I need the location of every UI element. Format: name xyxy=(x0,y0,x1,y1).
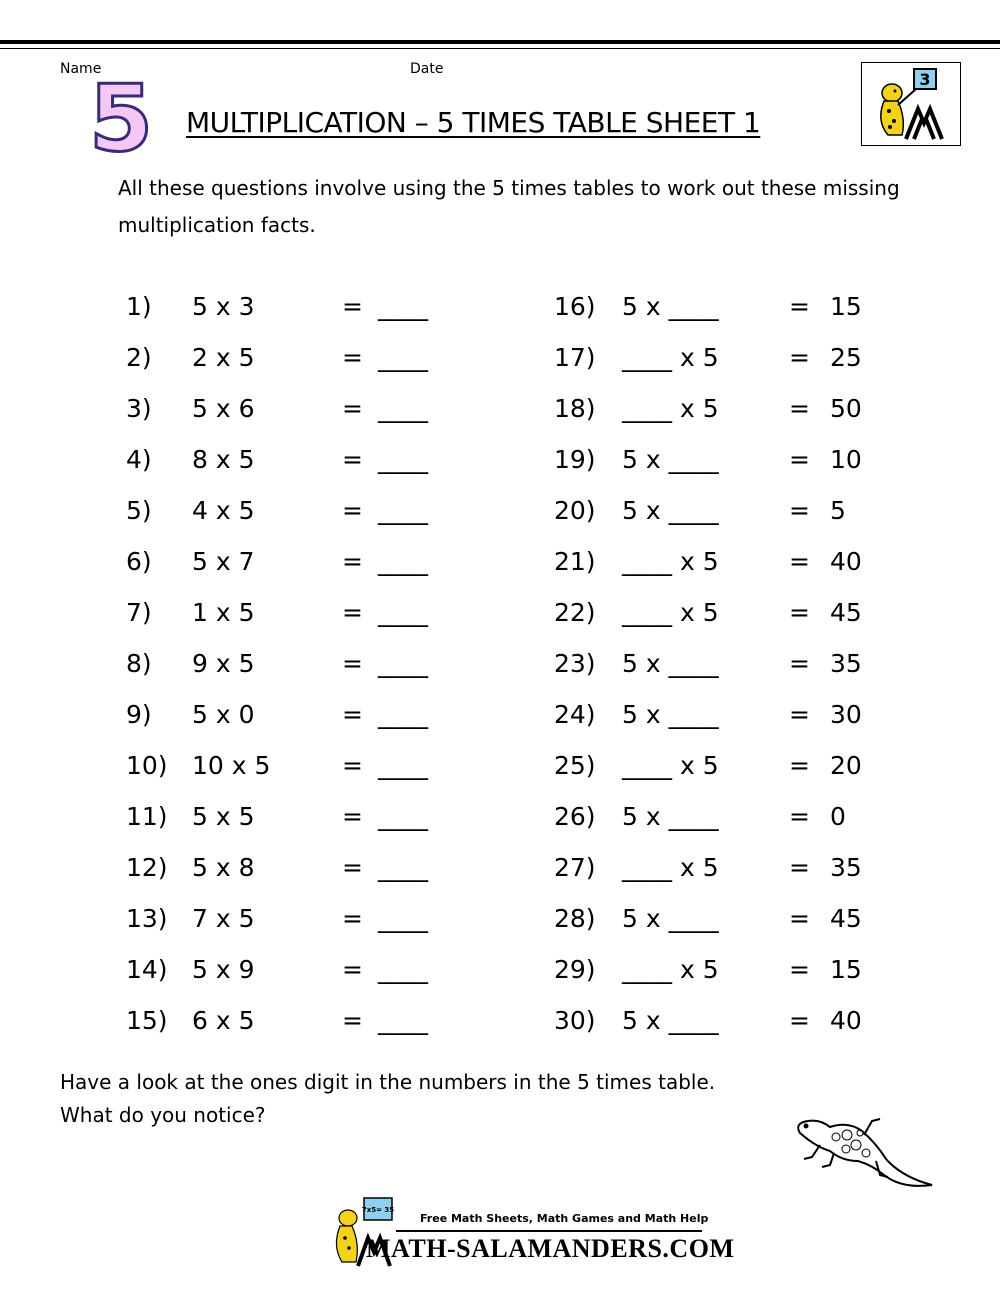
equals-sign: = xyxy=(342,955,363,984)
question-expression: 5 x 3 xyxy=(192,292,255,321)
question-number: 11) xyxy=(126,802,168,831)
question-answer: 50 xyxy=(830,394,862,423)
equals-sign: = xyxy=(789,853,810,882)
question-number: 19) xyxy=(554,445,596,474)
question-expression[interactable]: ____ x 5 xyxy=(622,547,719,576)
question-answer[interactable]: ____ xyxy=(378,598,428,627)
question-answer: 35 xyxy=(830,853,862,882)
footer-question xyxy=(60,1066,820,1132)
question-answer[interactable]: ____ xyxy=(378,649,428,678)
equals-sign: = xyxy=(789,751,810,780)
question-answer[interactable]: ____ xyxy=(378,955,428,984)
equals-sign: = xyxy=(342,700,363,729)
question-number: 30) xyxy=(554,1006,596,1035)
date-label: Date xyxy=(410,61,444,77)
question-expression[interactable]: 5 x ____ xyxy=(622,802,719,831)
question-answer[interactable]: ____ xyxy=(378,394,428,423)
question-expression[interactable]: ____ x 5 xyxy=(622,343,719,372)
banner-tagline: Free Math Sheets, Math Games and Math Help xyxy=(420,1212,709,1225)
equals-sign: = xyxy=(342,496,363,525)
question-number: 8) xyxy=(126,649,152,678)
question-expression[interactable]: 5 x ____ xyxy=(622,700,719,729)
question-expression[interactable]: 5 x ____ xyxy=(622,292,719,321)
equals-sign: = xyxy=(789,445,810,474)
question-row xyxy=(0,695,1000,735)
question-expression: 5 x 9 xyxy=(192,955,255,984)
question-row xyxy=(0,950,1000,990)
equals-sign: = xyxy=(342,394,363,423)
question-number: 17) xyxy=(554,343,596,372)
question-answer[interactable]: ____ xyxy=(378,802,428,831)
question-expression: 10 x 5 xyxy=(192,751,271,780)
question-number: 3) xyxy=(126,394,152,423)
equals-sign: = xyxy=(789,547,810,576)
question-number: 21) xyxy=(554,547,596,576)
question-answer[interactable]: ____ xyxy=(378,496,428,525)
question-number: 10) xyxy=(126,751,168,780)
question-row xyxy=(0,287,1000,327)
equals-sign: = xyxy=(789,955,810,984)
question-number: 14) xyxy=(126,955,168,984)
equals-sign: = xyxy=(342,547,363,576)
equals-sign: = xyxy=(789,802,810,831)
banner-badge-text: 7x5= 35 xyxy=(361,1206,395,1214)
equals-sign: = xyxy=(342,853,363,882)
question-expression: 8 x 5 xyxy=(192,445,255,474)
question-answer: 15 xyxy=(830,955,862,984)
question-answer[interactable]: ____ xyxy=(378,751,428,780)
question-number: 5) xyxy=(126,496,152,525)
question-expression: 1 x 5 xyxy=(192,598,255,627)
question-answer[interactable]: ____ xyxy=(378,853,428,882)
footer-question-line2: What do you notice? xyxy=(60,1103,266,1127)
question-answer: 0 xyxy=(830,802,846,831)
banner-divider xyxy=(396,1230,702,1232)
question-number: 16) xyxy=(554,292,596,321)
question-number: 25) xyxy=(554,751,596,780)
header-logo xyxy=(861,62,961,146)
footer-banner xyxy=(326,1196,735,1270)
question-expression[interactable]: 5 x ____ xyxy=(622,904,719,933)
question-number: 27) xyxy=(554,853,596,882)
question-number: 6) xyxy=(126,547,152,576)
question-number: 15) xyxy=(126,1006,168,1035)
question-number: 2) xyxy=(126,343,152,372)
question-expression: 6 x 5 xyxy=(192,1006,255,1035)
question-number: 22) xyxy=(554,598,596,627)
question-number: 1) xyxy=(126,292,152,321)
equals-sign: = xyxy=(789,598,810,627)
page-title: MULTIPLICATION – 5 TIMES TABLE SHEET 1 xyxy=(186,106,761,139)
question-number: 23) xyxy=(554,649,596,678)
question-expression: 5 x 8 xyxy=(192,853,255,882)
question-number: 7) xyxy=(126,598,152,627)
question-number: 4) xyxy=(126,445,152,474)
equals-sign: = xyxy=(789,343,810,372)
question-answer: 20 xyxy=(830,751,862,780)
logo-badge-text: 3 xyxy=(919,70,931,89)
question-row xyxy=(0,797,1000,837)
big-five-graphic xyxy=(88,74,154,164)
question-expression: 7 x 5 xyxy=(192,904,255,933)
question-expression[interactable]: 5 x ____ xyxy=(622,445,719,474)
question-expression: 5 x 7 xyxy=(192,547,255,576)
equals-sign: = xyxy=(342,1006,363,1035)
question-row xyxy=(0,542,1000,582)
equals-sign: = xyxy=(789,496,810,525)
question-row xyxy=(0,746,1000,786)
question-answer: 45 xyxy=(830,598,862,627)
question-answer: 30 xyxy=(830,700,862,729)
equals-sign: = xyxy=(342,649,363,678)
equals-sign: = xyxy=(789,292,810,321)
question-number: 26) xyxy=(554,802,596,831)
question-expression: 2 x 5 xyxy=(192,343,255,372)
question-expression: 5 x 0 xyxy=(192,700,255,729)
question-number: 18) xyxy=(554,394,596,423)
question-row xyxy=(0,848,1000,888)
question-number: 9) xyxy=(126,700,152,729)
question-answer[interactable]: ____ xyxy=(378,343,428,372)
question-expression[interactable]: ____ x 5 xyxy=(622,394,719,423)
name-label: Name xyxy=(60,61,102,77)
equals-sign: = xyxy=(342,802,363,831)
question-expression[interactable]: 5 x ____ xyxy=(622,649,719,678)
equals-sign: = xyxy=(342,598,363,627)
salamander-logo-icon xyxy=(862,63,960,145)
question-expression: 5 x 5 xyxy=(192,802,255,831)
question-number: 28) xyxy=(554,904,596,933)
question-answer: 5 xyxy=(830,496,846,525)
question-row xyxy=(0,389,1000,429)
question-answer: 45 xyxy=(830,904,862,933)
question-number: 12) xyxy=(126,853,168,882)
question-expression[interactable]: ____ x 5 xyxy=(622,853,719,882)
question-number: 13) xyxy=(126,904,168,933)
question-answer[interactable]: ____ xyxy=(378,700,428,729)
question-answer[interactable]: ____ xyxy=(378,547,428,576)
question-expression: 5 x 6 xyxy=(192,394,255,423)
question-answer: 10 xyxy=(830,445,862,474)
equals-sign: = xyxy=(789,700,810,729)
question-row xyxy=(0,899,1000,939)
question-number: 20) xyxy=(554,496,596,525)
salamander-drawing-icon xyxy=(790,1105,940,1195)
question-number: 29) xyxy=(554,955,596,984)
question-number: 24) xyxy=(554,700,596,729)
equals-sign: = xyxy=(342,445,363,474)
question-expression[interactable]: ____ x 5 xyxy=(622,751,719,780)
question-answer: 25 xyxy=(830,343,862,372)
footer-question-line1: Have a look at the ones digit in the numbers in the 5 times table. xyxy=(60,1070,716,1094)
question-expression[interactable]: 5 x ____ xyxy=(622,496,719,525)
top-thin-rule xyxy=(0,48,1000,49)
banner-site-name[interactable]: MATH-SALAMANDERS.COM xyxy=(366,1234,735,1263)
question-expression[interactable]: 5 x ____ xyxy=(622,1006,719,1035)
equals-sign: = xyxy=(342,292,363,321)
question-row xyxy=(0,593,1000,633)
top-thick-rule xyxy=(0,40,1000,44)
question-expression[interactable]: ____ x 5 xyxy=(622,955,719,984)
question-answer: 35 xyxy=(830,649,862,678)
equals-sign: = xyxy=(789,1006,810,1035)
question-answer[interactable]: ____ xyxy=(378,445,428,474)
question-answer[interactable]: ____ xyxy=(378,904,428,933)
equals-sign: = xyxy=(789,649,810,678)
question-expression: 4 x 5 xyxy=(192,496,255,525)
question-answer: 40 xyxy=(830,547,862,576)
question-row xyxy=(0,491,1000,531)
equals-sign: = xyxy=(342,751,363,780)
question-row xyxy=(0,338,1000,378)
equals-sign: = xyxy=(342,904,363,933)
question-answer: 40 xyxy=(830,1006,862,1035)
question-answer: 15 xyxy=(830,292,862,321)
question-expression[interactable]: ____ x 5 xyxy=(622,598,719,627)
question-row xyxy=(0,440,1000,480)
instructions-text: All these questions involve using the 5 times tables to work out these missing multiplication facts. xyxy=(118,176,900,237)
question-row xyxy=(0,1001,1000,1041)
equals-sign: = xyxy=(789,394,810,423)
question-answer[interactable]: ____ xyxy=(378,292,428,321)
equals-sign: = xyxy=(789,904,810,933)
equals-sign: = xyxy=(342,343,363,372)
big-five-text: 5 xyxy=(88,74,154,164)
question-answer[interactable]: ____ xyxy=(378,1006,428,1035)
question-row xyxy=(0,644,1000,684)
question-expression: 9 x 5 xyxy=(192,649,255,678)
